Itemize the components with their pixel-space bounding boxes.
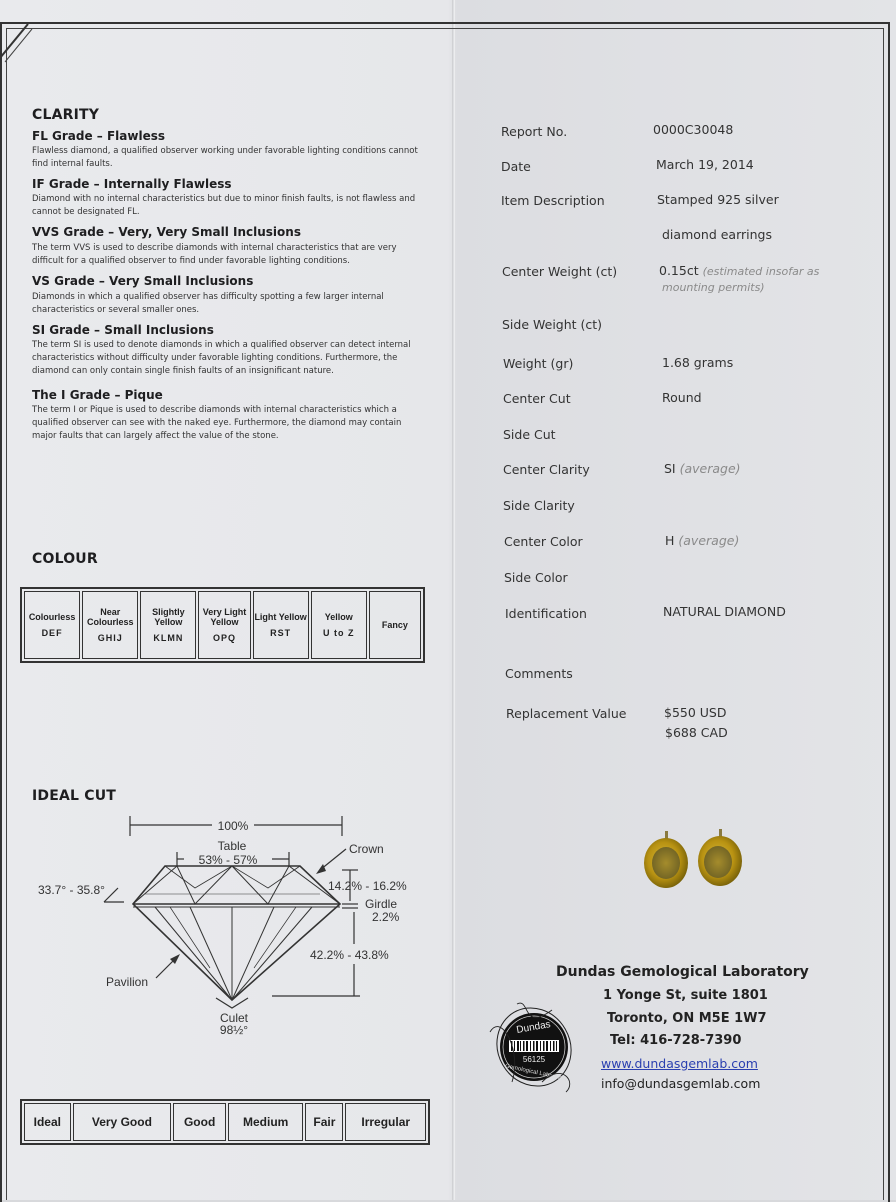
grade-heading-if: IF Grade – Internally Flawless: [32, 177, 232, 191]
colour-cell-letters: RST: [270, 628, 292, 638]
field-value-item-description: Stamped 925 silver: [657, 192, 779, 207]
field-label-date: Date: [501, 159, 531, 174]
field-label-center-clarity: Center Clarity: [503, 462, 590, 477]
ideal-cut-diagram: [20, 808, 430, 1048]
cut-label-width: 100%: [217, 819, 249, 833]
field-label-replacement-value: Replacement Value: [506, 706, 627, 721]
field-value-replacement-usd: $550 USD: [664, 705, 727, 720]
field-label-comments: Comments: [505, 666, 573, 681]
colour-cell-name: Colourless: [28, 612, 76, 622]
colour-cell-name: Fancy: [381, 620, 408, 630]
clarity-title: CLARITY: [32, 107, 100, 123]
field-value-center-clarity: [664, 461, 741, 476]
cut-grade-medium: Medium: [228, 1103, 303, 1141]
lab-website-link[interactable]: www.dundasgemlab.com: [601, 1056, 758, 1071]
grade-desc-vvs: The term VVS is used to describe diamonds with internal characteristics that are very difficult for a qualified observer to find under favorable lighting conditions.: [32, 243, 397, 266]
grade-heading-i: The I Grade – Pique: [32, 388, 163, 402]
colour-cell-light-yellow: [253, 591, 309, 659]
center-color-note: (average): [678, 533, 740, 548]
field-label-center-cut: Center Cut: [503, 391, 571, 406]
cut-grade-table: [20, 1099, 430, 1145]
field-value-center-color: [665, 533, 739, 548]
barcode-icon: [509, 1040, 559, 1052]
grade-heading-fl: FL Grade – Flawless: [32, 129, 166, 143]
field-value-replacement-cad: $688 CAD: [665, 725, 728, 740]
cut-grade-fair: Fair: [305, 1103, 343, 1141]
lab-phone: Tel: 416-728-7390: [610, 1033, 742, 1048]
lab-email: info@dundasgemlab.com: [601, 1076, 761, 1091]
grade-desc-fl: Flawless diamond, a qualified observer working under favorable lighting conditions cannot find internal faults.: [32, 146, 418, 169]
seal-number: 56125: [522, 1055, 546, 1064]
colour-cell-letters: OPQ: [212, 633, 236, 643]
frame-corner: [0, 18, 60, 78]
field-label-center-weight: Center Weight (ct): [502, 264, 618, 279]
cut-grade-very-good: Very Good: [73, 1103, 172, 1141]
cut-label-table: Table: [217, 839, 247, 853]
field-label-identification: Identification: [505, 606, 587, 621]
colour-scale-table: [20, 587, 425, 663]
colour-cell-letters: KLMN: [153, 633, 184, 643]
field-value-weight-gr: 1.68 grams: [662, 355, 734, 370]
seal-bottom-text: Gemological Laboratory: [504, 1063, 568, 1083]
colour-cell-fancy: [369, 591, 421, 659]
ideal-cut-title: IDEAL CUT: [32, 788, 117, 804]
lab-name: Dundas Gemological Laboratory: [556, 964, 809, 980]
field-label-side-clarity: Side Clarity: [503, 498, 575, 513]
grade-desc-i: The term I or Pique is used to describe diamonds with internal characteristics which a qualified observer can see with the naked eye. Furthermore, the diamond may contain major faults that can largely affect the value of the stone.: [32, 405, 402, 441]
field-value-date: March 19, 2014: [656, 157, 754, 172]
center-color-value: H: [665, 533, 675, 548]
lab-address-2: Toronto, ON M5E 1W7: [607, 1011, 767, 1026]
field-label-side-color: Side Color: [504, 570, 568, 585]
colour-cell-name: Slightly Yellow: [152, 607, 185, 627]
cut-label-crown-angle: 33.7° - 35.8°: [38, 883, 105, 897]
cut-label-culet: Culet: [219, 1011, 249, 1025]
colour-cell-near-colourless: [82, 591, 138, 659]
grade-desc-si: The term SI is used to denote diamonds in which a qualified observer can detect internal characteristics without difficulty under favorable lighting conditions. Furthermore, the diamond can only contain single finish faults of an insignificant nature.: [32, 340, 411, 376]
center-weight-value: 0.15ct: [659, 263, 699, 278]
field-value-identification: NATURAL DIAMOND: [663, 604, 786, 619]
lab-address-1: 1 Yonge St, suite 1801: [603, 988, 768, 1003]
colour-cell-very-light-yellow: [198, 591, 250, 659]
seal-top-text: Dundas: [515, 1019, 552, 1036]
cut-label-pavilion-depth: 42.2% - 43.8%: [310, 948, 389, 962]
field-value-report-no: 0000C30048: [653, 122, 734, 137]
cut-label-girdle: Girdle: [365, 897, 398, 911]
colour-cell-letters: DEF: [41, 628, 63, 638]
grade-heading-si: SI Grade – Small Inclusions: [32, 323, 214, 337]
grade-heading-vvs: VVS Grade – Very, Very Small Inclusions: [32, 225, 301, 239]
colour-cell-name: Very Light Yellow: [202, 607, 247, 627]
cut-grade-irregular: Irregular: [345, 1103, 426, 1141]
center-weight-note: (estimated insofar as: [702, 265, 820, 278]
center-clarity-note: (average): [679, 461, 741, 476]
grade-desc-if: Diamond with no internal characteristics but due to minor finish faults, is not flawless and cannot be designated FL.: [32, 194, 416, 217]
cut-label-pavilion: Pavilion: [106, 975, 149, 989]
field-label-side-cut: Side Cut: [503, 427, 556, 442]
earrings-photo: [630, 825, 750, 895]
field-label-side-weight: Side Weight (ct): [502, 317, 603, 332]
colour-cell-name: Near Colourless: [86, 607, 134, 627]
earring-right: [698, 829, 742, 886]
colour-title: COLOUR: [32, 551, 98, 567]
earring-left: [644, 831, 688, 888]
lab-seal: [482, 992, 592, 1102]
grade-desc-vs: Diamonds in which a qualified observer has difficulty spotting a few larger internal characteristics or several smaller ones.: [32, 292, 384, 315]
field-value-center-cut: Round: [662, 390, 702, 405]
colour-cell-yellow: [311, 591, 367, 659]
colour-cell-colourless: [24, 591, 80, 659]
center-weight-note-2: mounting permits): [662, 281, 765, 294]
cut-grade-ideal: Ideal: [24, 1103, 71, 1141]
cut-label-table-range: 53% - 57%: [198, 853, 258, 867]
colour-cell-letters: U to Z: [323, 628, 355, 638]
center-clarity-value: SI: [664, 461, 676, 476]
colour-cell-letters: GHIJ: [97, 633, 123, 643]
cut-label-culet-angle: 98½°: [219, 1023, 249, 1037]
cut-label-girdle-value: 2.2%: [372, 910, 400, 924]
field-value-center-weight: [659, 263, 819, 278]
field-label-center-color: Center Color: [504, 534, 583, 549]
field-label-item-description: Item Description: [501, 193, 605, 208]
field-label-report-no: Report No.: [501, 124, 568, 139]
colour-cell-name: Light Yellow: [254, 612, 307, 622]
cut-label-crown-height: 14.2% - 16.2%: [328, 879, 407, 893]
cut-label-crown: Crown: [349, 842, 384, 856]
field-value-item-description-2: diamond earrings: [662, 227, 772, 242]
colour-cell-name: Yellow: [324, 612, 353, 622]
colour-cell-slightly-yellow: [140, 591, 196, 659]
field-label-weight-gr: Weight (gr): [503, 356, 574, 371]
grade-heading-vs: VS Grade – Very Small Inclusions: [32, 274, 254, 288]
cut-grade-good: Good: [173, 1103, 226, 1141]
